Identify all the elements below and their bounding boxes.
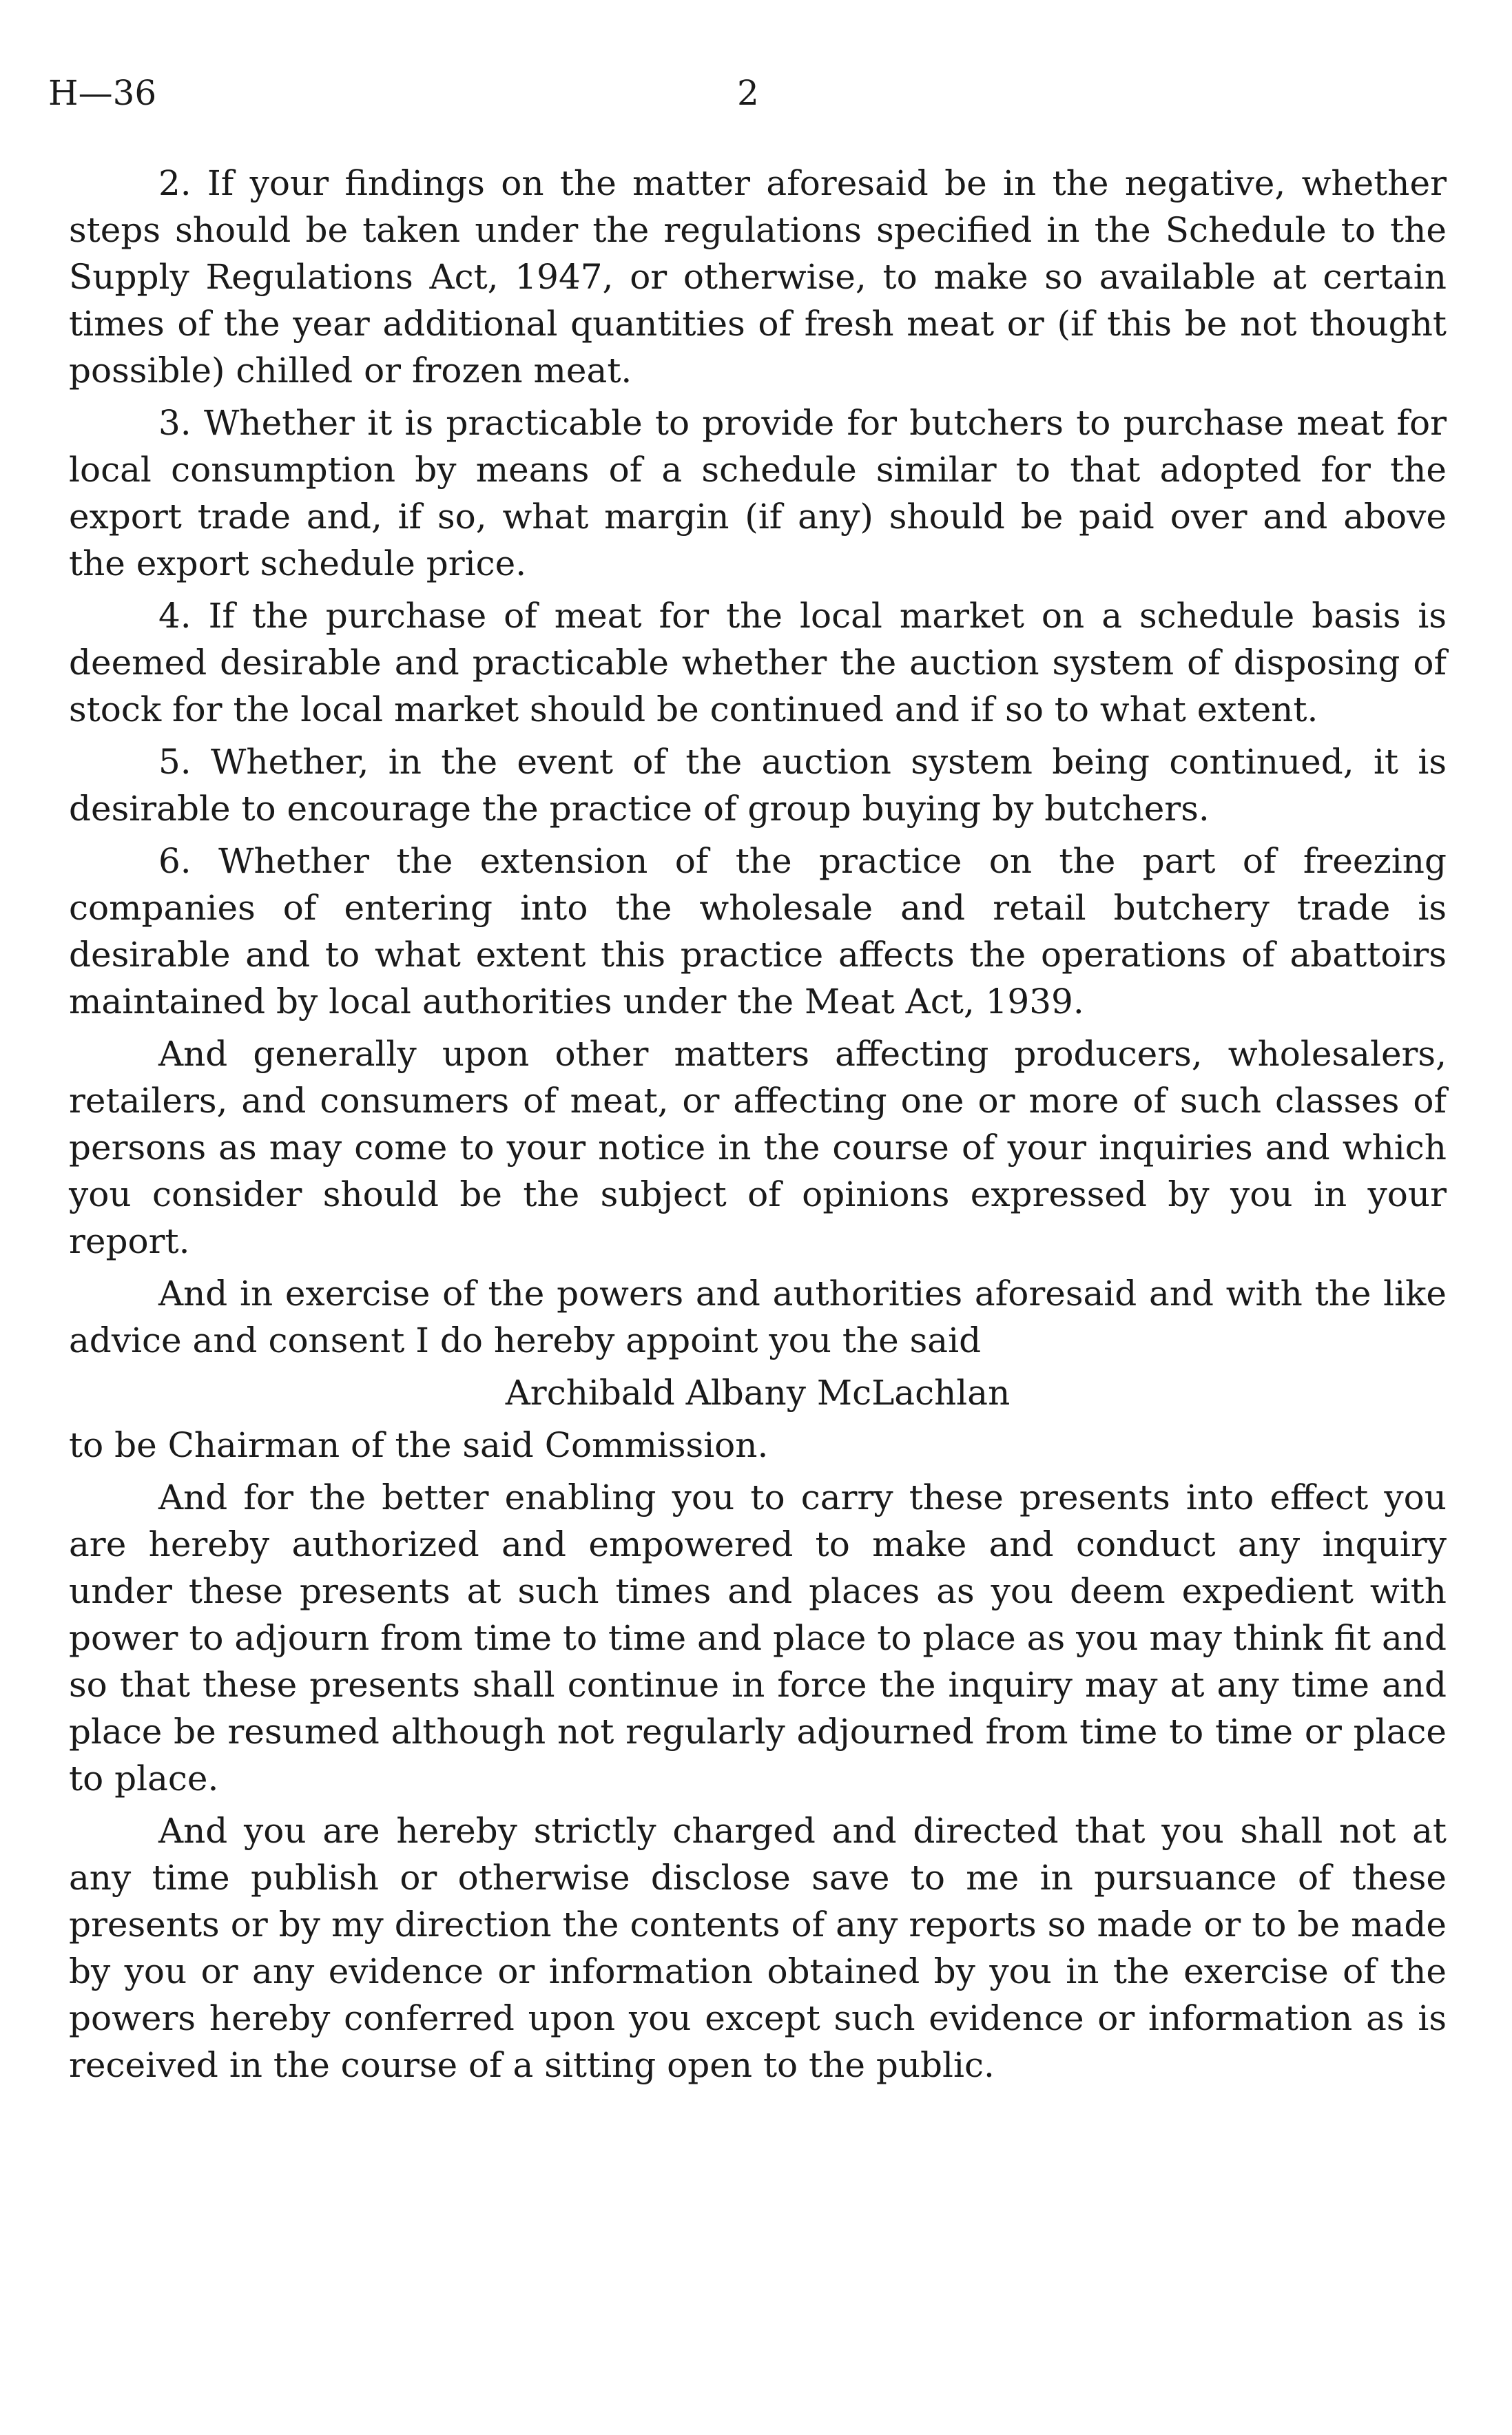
paragraph-4: 4. If the purchase of meat for the local market on a schedule basis is deemed desirable and practicable whether the auction system of disposing of stock for the local market should be continued and if so to what extent. xyxy=(69,596,1447,729)
document-reference: H—36 xyxy=(48,73,157,113)
paragraph-appoint: And in exercise of the powers and authorities aforesaid and with the like advice and consent I do hereby appoint you the said xyxy=(69,1274,1447,1360)
paragraph-generally: And generally upon other matters affecting producers, wholesalers, retailers, and consumers of meat, or affecting one or more of such classes of persons as may come to your notice in the course of your inquiries and which you consider should be the subject of opinions expressed by you in your report. xyxy=(69,1034,1447,1261)
page-header xyxy=(0,69,1512,117)
document-body xyxy=(69,160,1447,2094)
chairman-line: to be Chairman of the said Commission. xyxy=(69,1425,769,1465)
paragraph-5: 5. Whether, in the event of the auction system being continued, it is desirable to encourage the practice of group buying by butchers. xyxy=(69,742,1447,829)
paragraph-6: 6. Whether the extension of the practice on the part of freezing companies of entering into the wholesale and retail butchery trade is desirable and to what extent this practice affects the operations of abattoirs maintained by local authorities under the Meat Act, 1939. xyxy=(69,841,1447,1022)
page-number: 2 xyxy=(737,73,759,113)
paragraph-2: 2. If your findings on the matter aforesaid be in the negative, whether steps should be taken under the regulations specified in the Schedule to the Supply Regulations Act, 1947, or otherwise, to make so available at certain times of the year additional quantities of fresh meat or (if this be not thought possible) chilled or frozen meat. xyxy=(69,163,1447,391)
paragraph-confidentiality: And you are hereby strictly charged and directed that you shall not at any time publish or otherwise disclose save to me in pursuance of these presents or by my direction the contents of any reports so made or to be made by you or any evidence or information obtained by you in the exercise of the powers hereby conferred upon you except such evidence or information as is received in the course of a sitting open to the public. xyxy=(69,1811,1447,2085)
paragraph-3: 3. Whether it is practicable to provide for butchers to purchase meat for local consumption by means of a schedule similar to that adopted for the export trade and, if so, what margin (if any) should be paid over and above the export schedule price. xyxy=(69,403,1447,583)
paragraph-enabling: And for the better enabling you to carry these presents into effect you are hereby authorized and empowered to make and conduct any inquiry under these presents at such times and places as you deem expedient with power to adjourn from time to time and place to place as you may think fit and so that these presents shall continue in force the inquiry may at any time and place be resumed although not regularly adjourned from time to time or place to place. xyxy=(69,1478,1447,1799)
appointee-name: Archibald Albany McLachlan xyxy=(505,1373,1011,1413)
